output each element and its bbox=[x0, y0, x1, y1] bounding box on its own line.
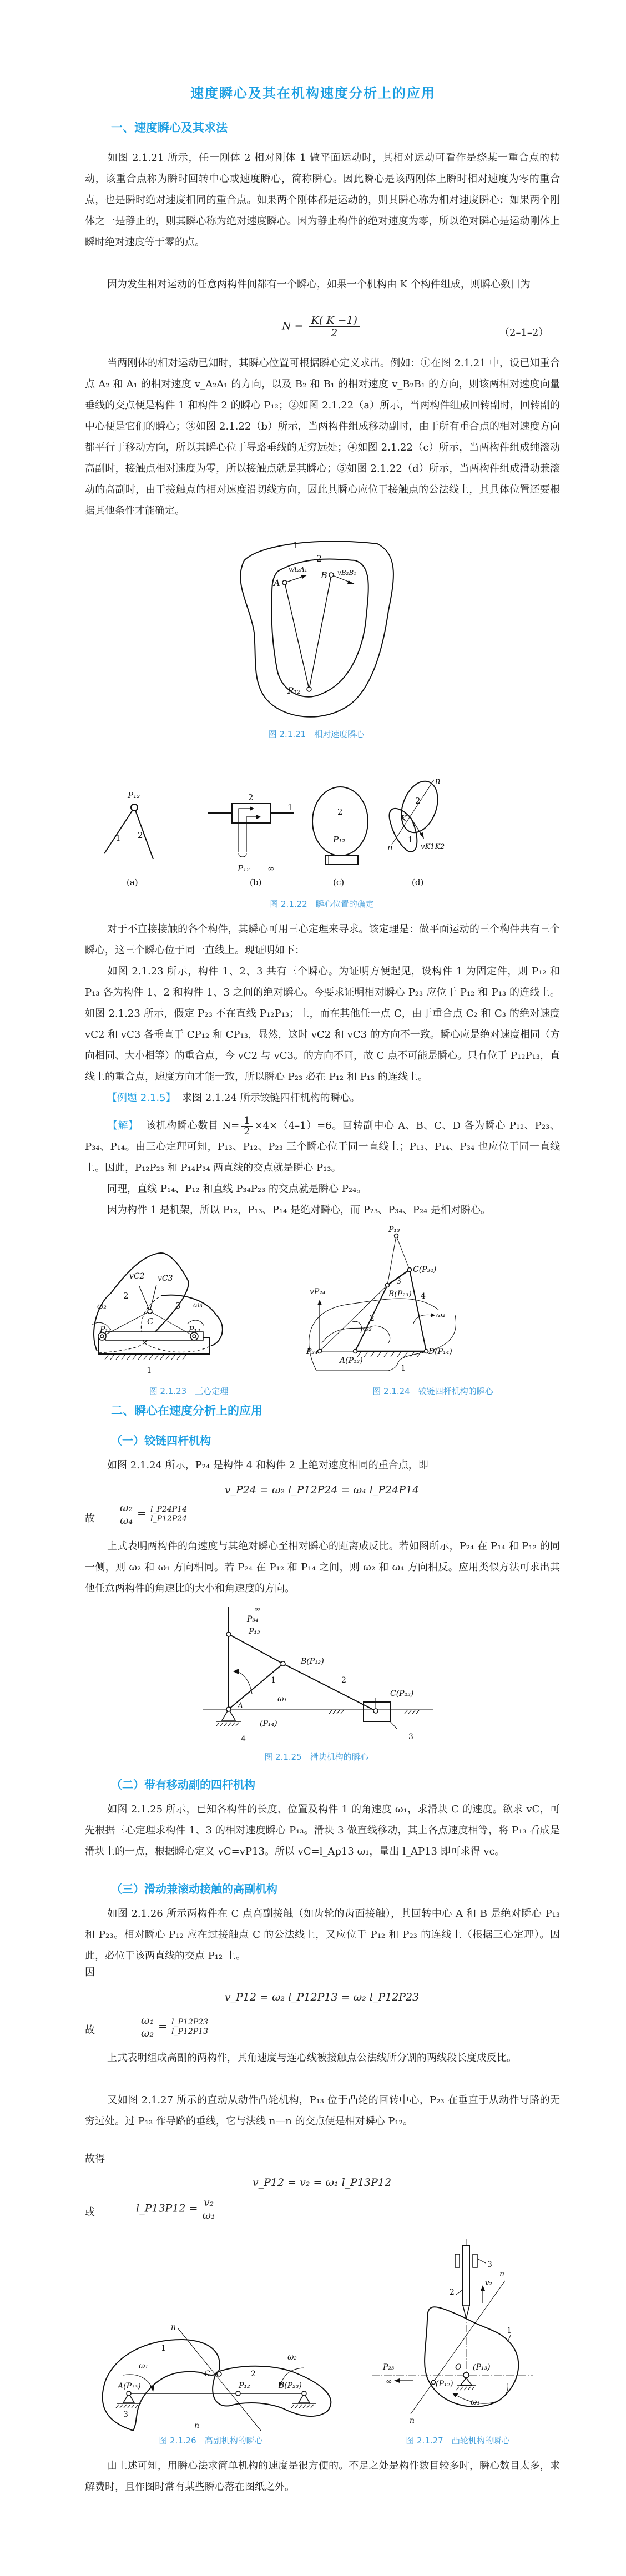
cam-outline bbox=[425, 2307, 518, 2407]
label-1: 1 bbox=[161, 2344, 166, 2353]
fraction-numerator: l_P12P23 bbox=[169, 2018, 210, 2027]
paragraph-text: 如图 2.1.21 所示，任一刚体 2 相对刚体 1 做平面运动时，其相对运动可看作是绕某一重合点的转动，该重合点称为瞬时回转中心或速度瞬心，简称瞬心。因此瞬心是该两刚体上瞬时相对速度为零的重合点，也是瞬时绝对速度相同的重合点。如果两个刚体都是运动的，则其瞬心称为相对速度瞬心；如果两个刚体之一是静止的，则其瞬心称为绝对速度瞬心。因为静止构件的绝对速度为零，所以绝对瞬心是运动刚体上瞬时绝对速度等于零的点。 bbox=[85, 152, 560, 248]
label-2: 2 bbox=[450, 2288, 455, 2297]
fraction bbox=[148, 1505, 189, 1523]
label-c: C bbox=[204, 2370, 210, 2378]
label-a: A(P₁₃) bbox=[118, 2382, 141, 2391]
label-infinity: ∞ bbox=[254, 1605, 261, 1614]
label-n-bottom: n bbox=[194, 2421, 200, 2430]
fraction-denominator: ω₂ bbox=[141, 2027, 154, 2039]
label-p13: P₁₃ bbox=[249, 1627, 260, 1636]
paragraph bbox=[85, 1903, 560, 1967]
section-heading-2: 二、瞬心在速度分析上的应用 bbox=[111, 1404, 262, 1417]
label-body-1: 1 bbox=[293, 540, 299, 550]
figure-2-1-24 bbox=[305, 1225, 561, 1382]
subsection-heading-2: （二）带有移动副的四杆机构 bbox=[111, 1778, 255, 1791]
label-omega-1: ω₁ bbox=[471, 2398, 481, 2407]
figure-caption: 图 2.1.24 铰链四杆机构的瞬心 bbox=[372, 1386, 493, 1396]
label-infinity: ∞ bbox=[386, 2377, 392, 2386]
label-vc3: vC3 bbox=[158, 1274, 173, 1283]
label-p13: (P₁₃) bbox=[473, 2363, 491, 2372]
label-n-bottom: n bbox=[410, 2416, 415, 2425]
label-v2: v₂ bbox=[485, 2279, 492, 2287]
fraction bbox=[200, 2196, 217, 2221]
paragraph-text: 如图 2.1.23 所示，构件 1、2、3 共有三个瞬心。为证明方便起见，设构件 1 为固定件，则 P₁₂ 和 P₁₃ 各为构件 1、2 和构件 1、3 之间的绝对瞬心。今要求证明相对瞬心 P₂₃ 应位于 P₁₂ 和 P₁₃ 的连线上。如图 2.1.23 所示，假定 P₂₃ 不在直线 P₁₂P₁₃；上，而在其他任一点 C，由于重合点 C₂ 和 C₃ 的绝对速度 vC2 和 vC3 各垂直于 CP₁₂ 和 CP₁₃，显然，这时 vC2 和 vC3 的方向不一致。瞬心应是绝对速度相同（方向相同、大小相等）的重合点，今 vC2 与 vC3。的方向不同，故 C 点不可能是瞬心。只有位于 P₁₂P₁₃，直线上的重合点，速度方向才能一致，所以瞬心 P₂₃ 必在 P₁₂ 和 P₁₃ 的连线上。 bbox=[85, 966, 560, 1083]
label-3: 3 bbox=[408, 1733, 413, 1741]
solution-paragraph bbox=[85, 1115, 560, 1179]
label-1: 1 bbox=[147, 1365, 152, 1375]
figure-caption: 图 2.1.21 相对速度瞬心 bbox=[268, 729, 365, 739]
label-2: 2 bbox=[415, 796, 421, 806]
label-p24: P₂₄ bbox=[306, 1347, 318, 1356]
fraction-numerator: l_P24P14 bbox=[148, 1505, 189, 1514]
paragraph bbox=[85, 148, 560, 253]
paragraph-text: 由上述可知，用瞬心法求简单机构的速度是很方便的。不足之处是构件数目较多时，瞬心数目太多，求解费时，且作图时常有某些瞬心落在图纸之外。 bbox=[85, 2460, 560, 2493]
equation-lead: 因 bbox=[85, 1967, 95, 1978]
line-b-p12 bbox=[309, 575, 331, 689]
figure-2-1-22 bbox=[83, 766, 561, 888]
label-3: 3 bbox=[487, 2260, 492, 2269]
example-text: 求图 2.1.24 所示铰链四杆机构的瞬心。 bbox=[181, 1092, 360, 1104]
label-1: 1 bbox=[401, 1364, 406, 1373]
label-infinity: ∞ bbox=[267, 863, 275, 873]
label-a: A(P₁₂) bbox=[340, 1356, 363, 1365]
figure-caption: 图 2.1.23 三心定理 bbox=[149, 1386, 229, 1396]
example-tag: 【例题 2.1.5】 bbox=[107, 1092, 176, 1104]
equation-lead: 故 bbox=[85, 2024, 95, 2036]
fraction bbox=[241, 1116, 252, 1137]
label-p12: P₁₂ bbox=[128, 790, 140, 800]
fraction bbox=[118, 1502, 135, 1527]
label-omega-3: ω₃ bbox=[193, 1301, 203, 1310]
paragraph-text: 同理，直线 P₁₄、P₁₂ 和直线 P₃₄P₂₃ 的交点就是瞬心 P₂₄。 bbox=[107, 1183, 367, 1195]
label-2: 2 bbox=[337, 807, 343, 817]
label-a: A bbox=[238, 1701, 244, 1710]
label-p12: P₁₂ bbox=[287, 685, 301, 696]
fraction-numerator: 1 bbox=[241, 1116, 252, 1127]
figure-caption: 图 2.1.22 瞬心位置的确定 bbox=[270, 899, 374, 909]
label-c: C bbox=[147, 1316, 154, 1326]
label-va: vA₂A₁ bbox=[289, 565, 307, 573]
label-p34: P₃₄ bbox=[247, 1615, 259, 1624]
fraction-numerator: K( K −1) bbox=[309, 314, 360, 327]
fraction-denominator: l_P12P13 bbox=[171, 2027, 208, 2036]
panel-tag: (a) bbox=[127, 877, 138, 887]
label-b: B bbox=[321, 570, 327, 580]
label-3: 3 bbox=[396, 1277, 401, 1286]
label-1: 1 bbox=[271, 1676, 276, 1685]
paragraph-text: 因为构件 1 是机架，所以 P₁₂，P₁₃、P₁₄ 是绝对瞬心，而 P₂₃、P₃₄、P₂₄ 是相对瞬心。 bbox=[107, 1204, 491, 1216]
subsection-heading-1: （一）铰链四杆机构 bbox=[111, 1434, 211, 1447]
equation: v_P24 = ω₂ l_P12P24 = ω₄ l_P24P14 bbox=[224, 1484, 420, 1496]
panel-a bbox=[104, 790, 153, 887]
fraction-denominator: l_P12P24 bbox=[150, 1514, 187, 1523]
paragraph-text: 上式表明两构件的角速度与其绝对瞬心至相对瞬心的距离成反比。若如图所示，P₂₄ 在 P₁₄ 和 P₁₂ 的同一侧，则 ω₂ 和 ω₁ 方向相同。若 P₂₄ 在 P₁₂ 和 P₁₄ 之间，则 ω₂ 和 ω₄ 方向相反。应用类似方法可求出其他任意两构件的角速比的大小和角速度的方向。 bbox=[85, 1540, 560, 1594]
label-p12: (P₁₂) bbox=[436, 2380, 453, 2388]
figure-2-1-26 bbox=[83, 2309, 339, 2431]
example-line bbox=[85, 1088, 560, 1109]
label-4: 4 bbox=[241, 1735, 246, 1744]
label-a: A bbox=[274, 578, 280, 588]
label-3: 3 bbox=[175, 1301, 181, 1311]
panel-c bbox=[312, 787, 368, 887]
label-3: 3 bbox=[123, 2410, 128, 2419]
solution-tag: 【解】 bbox=[107, 1120, 139, 1132]
label-2: 2 bbox=[370, 1314, 375, 1323]
solution-text: 该机构瞬心数目 N= bbox=[145, 1120, 240, 1132]
equation-lead: 或 bbox=[85, 2206, 95, 2218]
label-c: C(P₃₄) bbox=[413, 1265, 437, 1274]
paragraph-text: 因为发生相对运动的任意两构件间都有一个瞬心，如果一个机构由 K 个构件组成，则瞬心数目为 bbox=[107, 279, 531, 290]
paragraph bbox=[85, 1536, 560, 1599]
body-4-outline bbox=[309, 1299, 438, 1371]
arrowhead bbox=[301, 575, 306, 579]
label-p12: P₁₂ bbox=[238, 863, 250, 873]
label-4: 4 bbox=[421, 1292, 426, 1301]
body-2-outline bbox=[271, 559, 368, 697]
fraction-numerator: ω₂ bbox=[118, 1502, 135, 1514]
solution-paragraph bbox=[85, 1179, 560, 1200]
label-omega-2: ω₂ bbox=[363, 1325, 372, 1333]
label-o: O bbox=[455, 2363, 462, 2372]
figure-caption: 图 2.1.26 高副机构的瞬心 bbox=[159, 2436, 263, 2446]
label-2: 2 bbox=[123, 1291, 129, 1301]
figure-2-1-23 bbox=[83, 1232, 294, 1382]
label-b: B(P₂₃) bbox=[279, 2381, 302, 2390]
label-n-bottom: n bbox=[387, 842, 393, 852]
panel-d bbox=[387, 776, 445, 887]
solution-text: ×4×（4–1）=6。回转副中心 A、B、C、D 各为瞬心 P₁₂、P₂₃、P₃₄、P₁₄。由三心定理可知，P₁₃、P₁₂、P₂₃ 三个瞬心位于同一直线上；P₁₃、P₁₄、P₃₄ 也应位于同一直线上。因此，P₁₂P₂₃ 和 P₁₄P₃₄ 两直线的交点就是瞬心 P₁₃。 bbox=[85, 1120, 560, 1174]
paragraph bbox=[85, 1799, 560, 1862]
fraction-numerator: v₂ bbox=[200, 2196, 217, 2209]
fraction-numerator: ω₁ bbox=[139, 2014, 156, 2027]
paragraph bbox=[85, 919, 560, 961]
fraction-denominator: 2 bbox=[244, 1125, 250, 1137]
equation-number: （2–1–2） bbox=[499, 327, 549, 339]
paragraph bbox=[85, 961, 560, 1088]
label-p23: P₂₃ bbox=[383, 2363, 395, 2372]
panel-tag: (d) bbox=[412, 877, 424, 887]
label-1: 1 bbox=[408, 835, 413, 845]
label-body-2: 2 bbox=[316, 553, 322, 564]
closing-paragraph bbox=[85, 2456, 560, 2498]
paragraph bbox=[85, 274, 560, 295]
equation-lead: 故 bbox=[85, 1513, 95, 1524]
equation-l-p13p12 bbox=[136, 2196, 220, 2221]
figure-caption: 图 2.1.27 凸轮机构的瞬心 bbox=[406, 2436, 510, 2446]
point-p12 bbox=[307, 687, 311, 691]
equation-lhs: l_P13P12 = bbox=[136, 2202, 198, 2215]
paragraph-text: 如图 2.1.25 所示，已知各构件的长度、位置及构件 1 的角速度 ω₁，求滑块 C 的速度。欲求 vC，可先根据三心定理求构件 1、3 的相对速度瞬心 P₁₃。滑块 3 做直线移动，其上各点速度相等，将 P₁₃ 看成是滑块上的一点，根据瞬心定义 vC=vP13。所以 vC=l_Ap13 ω₁，量出 l_AP13 即可求得 vc。 bbox=[85, 1804, 560, 1857]
equation-ratio: $\frac{\text{ω₁}}{\text{ω₂}}$ = $\frac{l\_P12P23}{l\_P12P13}$ bbox=[137, 2014, 213, 2039]
paragraph-text: 对于不直接接触的各个构件，其瞬心可用三心定理来寻求。该定理是：做平面运动的三个构件共有三个瞬心，这三个瞬心位于同一直线上。现证明如下： bbox=[85, 923, 560, 956]
fraction bbox=[169, 2018, 210, 2036]
label-p13: P₁₃ bbox=[388, 1225, 400, 1234]
panel-tag: (c) bbox=[333, 877, 345, 887]
label-1: 1 bbox=[115, 833, 121, 843]
body-2-outline bbox=[213, 2366, 331, 2416]
label-n-top: n bbox=[499, 2270, 505, 2279]
label-p12: P₁₂ bbox=[100, 1325, 112, 1334]
label-vp24: vP₂₄ bbox=[310, 1287, 326, 1296]
label-1: 1 bbox=[507, 2326, 512, 2335]
fraction-denominator: ω₄ bbox=[120, 1514, 133, 1527]
fraction bbox=[309, 314, 360, 339]
equation-ratio: $\frac{\text{ω₂}}{\text{ω₄}}$ = $\frac{l\_P24P14}{l\_P12P24}$ bbox=[115, 1502, 191, 1527]
equation: v_P12 = v₂ = ω₁ l_P13P12 bbox=[252, 2176, 392, 2189]
point-b bbox=[329, 573, 334, 577]
label-b: B(P₂₃) bbox=[388, 1290, 412, 1299]
fraction-denominator: ω₁ bbox=[202, 2209, 215, 2221]
label-2: 2 bbox=[248, 792, 254, 802]
figure-caption: 图 2.1.25 滑块机构的瞬心 bbox=[264, 1752, 368, 1762]
fraction bbox=[139, 2014, 156, 2039]
label-omega-4: ω₄ bbox=[436, 1311, 445, 1320]
equation-lhs: N = bbox=[282, 320, 304, 332]
body-1-outline bbox=[240, 541, 393, 716]
label-vb: vB₂B₁ bbox=[337, 569, 357, 577]
label-p13: P₁₃ bbox=[189, 1325, 200, 1334]
paragraph bbox=[85, 353, 560, 522]
panel-tag: (b) bbox=[250, 877, 262, 887]
paragraph-text: 当两刚体的相对运动已知时，其瞬心位置可根据瞬心定义求出。例如：①在图 2.1.21 中，设已知重合点 A₂ 和 A₁ 的相对速度 v_A₂A₁ 的方向，以及 B₂ 和 B₁ 的相对速度 v_B₂B₁ 的方向，则该两相对速度向量垂线的交点便是构件 1 和构件 2 的瞬心 P₁₂；②如图 2.1.22（a）所示，当两构件组成回转副时，回转副的中心便是它们的瞬心；③如图 2.1.22（b）所示，当两构件组成移动副时，由于所有重合点的相对速度方向都平行于移动方向，所以其瞬心位于导路垂线的无穷远处；④如图 2.1.22（c）所示，当两构件组成纯滚动高副时，接触点相对速度为零，所以接触点就是其瞬心；⑤如图 2.1.22（d）所示，当两构件组成滑动兼滚动的高副时，由于接触点的相对速度沿切线方向，因此其瞬心应位于接触点的公法线上，其具体位置还要根据其他条件才能确定。 bbox=[85, 357, 560, 517]
label-2: 2 bbox=[341, 1676, 346, 1685]
paragraph-text: 又如图 2.1.27 所示的直动从动件凸轮机构，P₁₃ 位于凸轮的回转中心，P₂₃ 在垂直于从动件导路的无穷远处。过 P₁₃ 作导路的垂线，它与法线 n—n 的交点便是相对瞬心 P₁₂。 bbox=[85, 2094, 560, 2127]
panel-b bbox=[208, 792, 294, 887]
solution-paragraph bbox=[85, 1200, 560, 1221]
label-k: K bbox=[401, 814, 407, 824]
label-p14: (P₁₄) bbox=[260, 1719, 277, 1728]
figure-2-1-21 bbox=[211, 522, 422, 727]
paragraph bbox=[85, 2048, 560, 2069]
paragraph-text: 如图 2.1.24 所示，P₂₄ 是构件 4 和构件 2 上绝对速度相同的重合点，即 bbox=[107, 1459, 428, 1471]
label-2: 2 bbox=[138, 830, 143, 840]
figure-2-1-27 bbox=[366, 2236, 555, 2425]
label-omega-2: ω₂ bbox=[97, 1302, 107, 1311]
label-n-top: n bbox=[435, 776, 441, 786]
paragraph-text: 上式表明组成高副的两构件，其角速度与连心线被接触点公法线所分割的两线段长度成反比。 bbox=[107, 2052, 517, 2064]
label-b: B(P₁₂) bbox=[301, 1657, 324, 1666]
label-vc2: vC2 bbox=[129, 1272, 145, 1281]
label-omega-2: ω₂ bbox=[287, 2353, 297, 2362]
section-heading-1: 一、速度瞬心及其求法 bbox=[111, 121, 228, 134]
equation: v_P12 = ω₂ l_P12P13 = ω₂ l_P12P23 bbox=[224, 1991, 420, 2003]
fraction-denominator: 2 bbox=[331, 327, 338, 339]
label-2: 2 bbox=[251, 2370, 256, 2378]
label-n-top: n bbox=[171, 2323, 176, 2332]
label-1: 1 bbox=[287, 802, 293, 812]
label-p12: P₁₂ bbox=[239, 2381, 250, 2390]
equation-lead: 故得 bbox=[85, 2153, 105, 2165]
arrowhead bbox=[347, 580, 354, 584]
paragraph bbox=[85, 1455, 560, 1476]
label-vk1k2: vK1K2 bbox=[421, 843, 445, 851]
label-d: D(P₁₄) bbox=[428, 1347, 452, 1356]
subsection-heading-3: （三）滑动兼滚动接触的高副机构 bbox=[111, 1882, 277, 1896]
paragraph-text: 如图 2.1.26 所示两构件在 C 点高副接触（如齿轮的齿面接触），其回转中心 A 和 B 是绝对瞬心 P₁₃ 和 P₂₃。相对瞬心 P₁₂ 应在过接触点 C 的公法线上，又应位于 P₁₂ 和 P₂₃ 的连线上（根据三心定理）。因此，必位于该两直线的交点 P₁₂ 上。 bbox=[85, 1908, 560, 1962]
label-c: C(P₂₃) bbox=[390, 1689, 414, 1698]
label-omega-1: ω₁ bbox=[139, 2362, 149, 2371]
label-omega-1: ω₁ bbox=[277, 1695, 287, 1704]
page-title: 速度瞬心及其在机构速度分析上的应用 bbox=[190, 85, 436, 101]
equation-2-1-2 bbox=[83, 314, 561, 339]
label-p12: P₁₂ bbox=[333, 835, 346, 845]
paragraph bbox=[85, 2090, 560, 2132]
line-a-p12 bbox=[285, 583, 309, 689]
figure-2-1-25 bbox=[200, 1598, 433, 1742]
point-a bbox=[282, 580, 287, 585]
